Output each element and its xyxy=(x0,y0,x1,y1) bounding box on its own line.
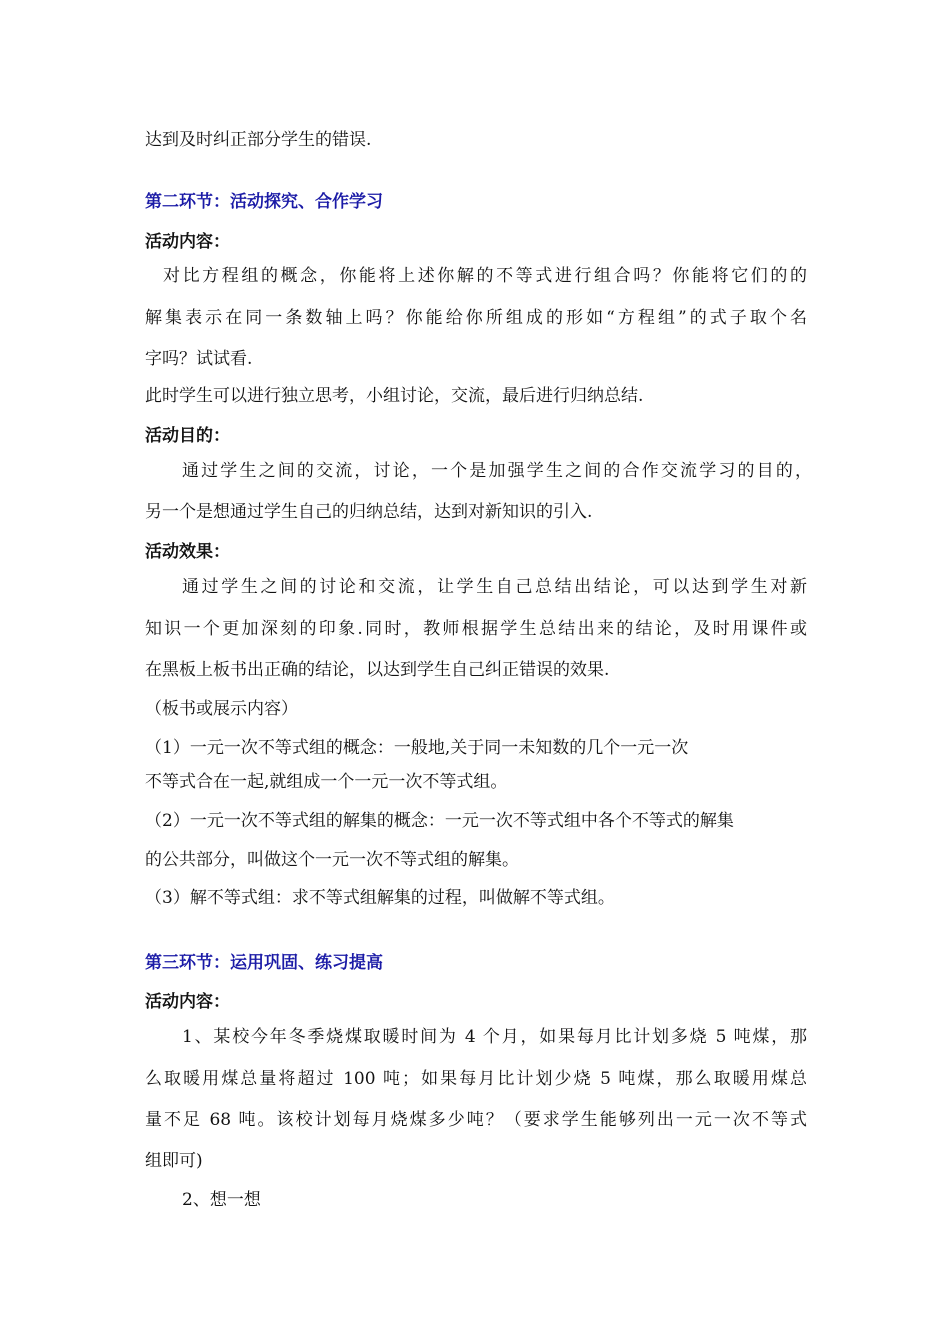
section3-content-label: 活动内容： xyxy=(145,992,230,1012)
section2-effect-label: 活动效果： xyxy=(145,542,230,562)
board-line: （3）解不等式组：求不等式组解集的过程，叫做解不等式组。 xyxy=(145,888,615,908)
section2-content-line: 对比方程组的概念，你能将上述你解的不等式进行组合吗？你能将它们的的 xyxy=(163,266,807,286)
section2-effect-line: 在黑板上板书出正确的结论，以达到学生自己纠正错误的效果. xyxy=(145,660,610,680)
section3-content-line: 2、想一想 xyxy=(182,1190,261,1210)
section2-content-label: 活动内容： xyxy=(145,232,230,252)
board-line: 不等式合在一起,就组成一个一元一次不等式组。 xyxy=(145,772,508,792)
section3-heading: 第三环节：运用巩固、练习提高 xyxy=(145,953,383,973)
section3-content-line: 量不足 68 吨。该校计划每月烧煤多少吨？（要求学生能够列出一元一次不等式 xyxy=(145,1110,807,1130)
section3-content-line: 组即可) xyxy=(145,1151,203,1171)
board-line: （1）一元一次不等式组的概念：一般地,关于同一未知数的几个一元一次 xyxy=(145,738,689,758)
section3-content-line: 么取暖用煤总量将超过 100 吨；如果每月比计划少烧 5 吨煤，那么取暖用煤总 xyxy=(145,1069,807,1089)
board-line: 的公共部分，叫做这个一元一次不等式组的解集。 xyxy=(145,850,519,870)
board-line: （板书或展示内容） xyxy=(145,699,298,719)
board-line: （2）一元一次不等式组的解集的概念：一元一次不等式组中各个不等式的解集 xyxy=(145,811,734,831)
section2-purpose-label: 活动目的： xyxy=(145,426,230,446)
section2-purpose-line: 通过学生之间的交流，讨论，一个是加强学生之间的合作交流学习的目的， xyxy=(182,461,812,481)
section2-effect-line: 通过学生之间的讨论和交流，让学生自己总结出结论，可以达到学生对新 xyxy=(182,577,807,597)
section2-content-line: 此时学生可以进行独立思考，小组讨论，交流，最后进行归纳总结. xyxy=(145,386,644,406)
section3-content-line: 1、某校今年冬季烧煤取暖时间为 4 个月，如果每月比计划多烧 5 吨煤，那 xyxy=(182,1027,807,1047)
section2-content-line: 字吗？试试看. xyxy=(145,349,253,369)
section2-content-line: 解集表示在同一条数轴上吗？你能给你所组成的形如“方程组”的式子取个名 xyxy=(145,308,807,328)
section2-effect-line: 知识一个更加深刻的印象.同时，教师根据学生总结出来的结论，及时用课件或 xyxy=(145,619,807,639)
section2-purpose-line: 另一个是想通过学生自己的归纳总结，达到对新知识的引入. xyxy=(145,502,593,522)
section2-heading: 第二环节：活动探究、合作学习 xyxy=(145,192,383,212)
intro-text: 达到及时纠正部分学生的错误. xyxy=(145,130,372,150)
